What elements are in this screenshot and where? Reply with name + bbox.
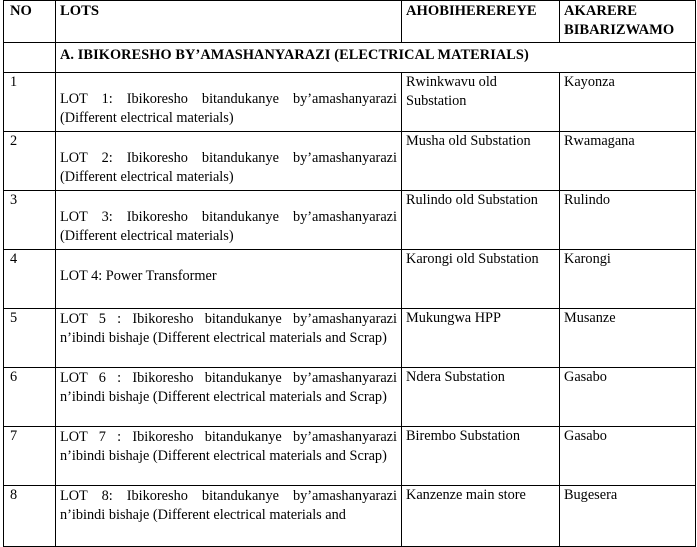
table-row <box>4 368 696 427</box>
location-cell: Musha old Substation <box>402 132 560 191</box>
lots-table <box>3 0 696 547</box>
document-page <box>3 0 695 547</box>
lot-description: LOT 2: Ibikoresho bitandukanye by’amashanyarazi (Different electrical materials) <box>60 150 397 185</box>
section-row <box>4 43 696 73</box>
lot-description: LOT 4: Power Transformer <box>60 268 217 284</box>
district-cell: Gasabo <box>560 427 696 486</box>
row-number: 5 <box>4 309 56 368</box>
table-row <box>4 191 696 250</box>
location-cell: Karongi old Substation <box>402 250 560 309</box>
table-row <box>4 427 696 486</box>
header-no: NO <box>4 1 56 43</box>
lot-cell <box>56 427 402 486</box>
table-row <box>4 250 696 309</box>
lot-cell <box>56 73 402 132</box>
lot-description: LOT 6 : Ibikoresho bitandukanye by’amashanyarazi n’ibindi bishaje (Different electrical materials and Scrap) <box>60 370 397 405</box>
district-cell: Musanze <box>560 309 696 368</box>
lot-cell <box>56 486 402 547</box>
header-district: AKARERE BIBARIZWAMO <box>560 1 696 43</box>
table-row <box>4 309 696 368</box>
location-cell: Birembo Substation <box>402 427 560 486</box>
row-number: 4 <box>4 250 56 309</box>
district-cell: Kayonza <box>560 73 696 132</box>
lot-description: LOT 7 : Ibikoresho bitandukanye by’amashanyarazi n’ibindi bishaje (Different electrical materials and Scrap) <box>60 429 397 464</box>
row-number: 3 <box>4 191 56 250</box>
row-number: 1 <box>4 73 56 132</box>
header-location: AHOBIHEREREYE <box>402 1 560 43</box>
lot-description: LOT 8: Ibikoresho bitandukanye by’amashanyarazi n’ibindi bishaje (Different electrical materials and <box>60 488 397 523</box>
lot-cell <box>56 132 402 191</box>
lot-description: LOT 5 : Ibikoresho bitandukanye by’amashanyarazi n’ibindi bishaje (Different electrical materials and Scrap) <box>60 311 397 346</box>
district-cell: Gasabo <box>560 368 696 427</box>
lot-cell <box>56 250 402 309</box>
lot-cell <box>56 368 402 427</box>
district-cell: Rwamagana <box>560 132 696 191</box>
table-row <box>4 486 696 547</box>
district-cell: Karongi <box>560 250 696 309</box>
header-lots: LOTS <box>56 1 402 43</box>
section-title: A. IBIKORESHO BY’AMASHANYARAZI (ELECTRICAL MATERIALS) <box>56 43 696 73</box>
table-header-row <box>4 1 696 43</box>
lot-description: LOT 3: Ibikoresho bitandukanye by’amashanyarazi (Different electrical materials) <box>60 209 397 244</box>
location-cell: Rwinkwavu old Substation <box>402 73 560 132</box>
district-cell: Rulindo <box>560 191 696 250</box>
location-cell: Ndera Substation <box>402 368 560 427</box>
lot-cell <box>56 191 402 250</box>
location-cell: Rulindo old Substation <box>402 191 560 250</box>
table-row <box>4 132 696 191</box>
row-number: 6 <box>4 368 56 427</box>
table-row <box>4 73 696 132</box>
location-cell: Mukungwa HPP <box>402 309 560 368</box>
row-number: 2 <box>4 132 56 191</box>
location-cell: Kanzenze main store <box>402 486 560 547</box>
lot-cell <box>56 309 402 368</box>
district-cell: Bugesera <box>560 486 696 547</box>
row-number: 8 <box>4 486 56 547</box>
row-number: 7 <box>4 427 56 486</box>
lot-description: LOT 1: Ibikoresho bitandukanye by’amashanyarazi (Different electrical materials) <box>60 91 397 126</box>
